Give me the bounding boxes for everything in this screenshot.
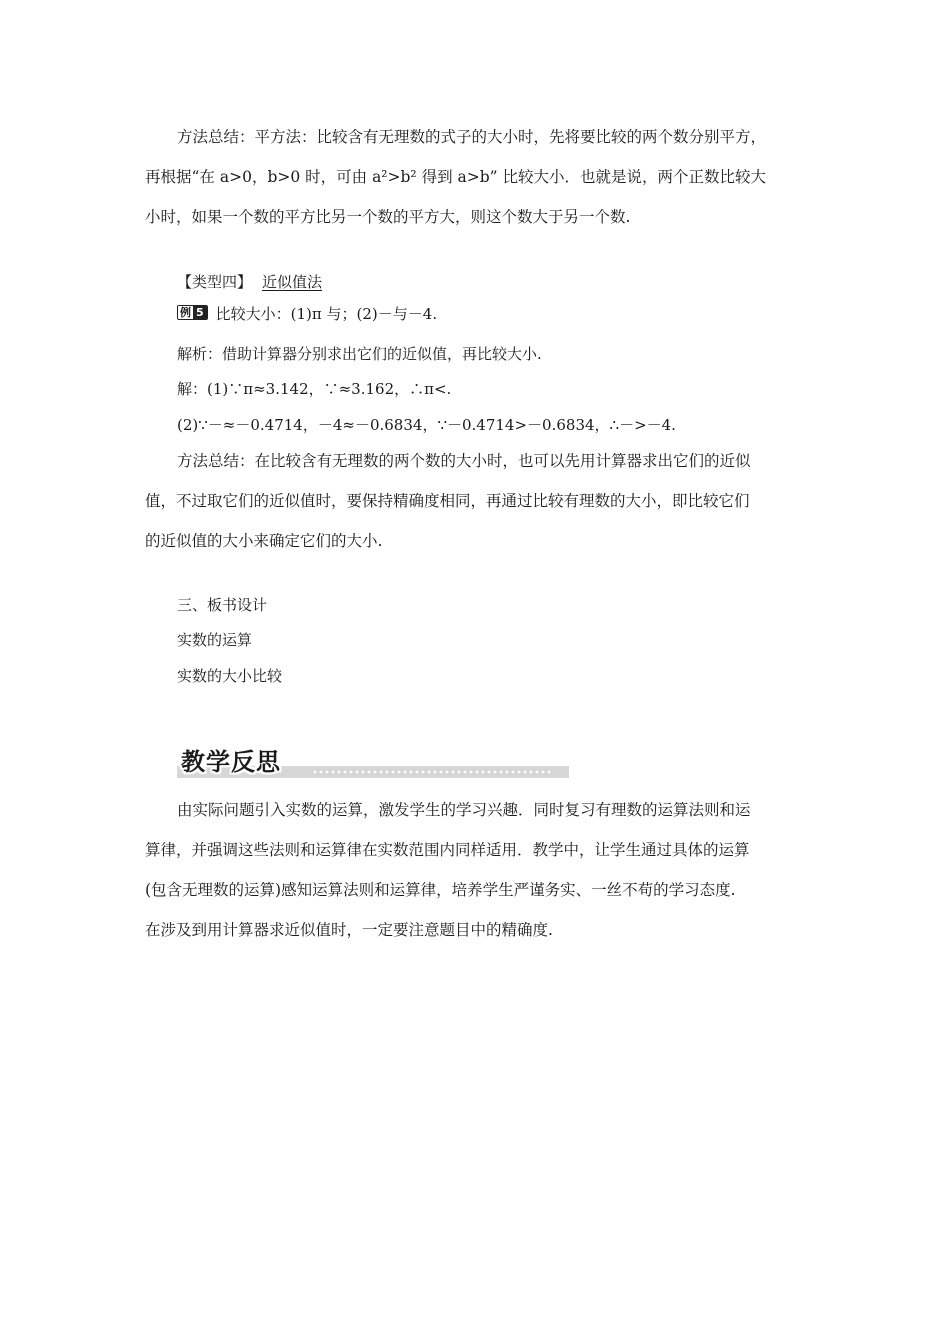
paragraph-line: (包含无理数的运算)感知运算法则和运算律，培养学生严谨务实、一丝不苟的学习态度. bbox=[145, 881, 736, 899]
board-design-heading: 三、板书设计 bbox=[177, 596, 268, 614]
type-name: 近似值法 bbox=[262, 273, 323, 291]
paragraph-line: 由实际问题引入实数的运算，激发学生的学习兴趣．同时复习有理数的运算法则和运 bbox=[177, 801, 751, 819]
reflection-title: 教学反思 bbox=[181, 748, 281, 776]
type-four-heading bbox=[177, 271, 322, 292]
paragraph-line: 在涉及到用计算器求近似值时，一定要注意题目中的精确度. bbox=[145, 921, 553, 939]
example-analysis: 解析：借助计算器分别求出它们的近似值，再比较大小. bbox=[177, 345, 542, 363]
example-five-question bbox=[177, 303, 437, 324]
board-design-item: 实数的运算 bbox=[177, 631, 253, 649]
example-badge-number: 5 bbox=[193, 306, 207, 319]
paragraph-line: 的近似值的大小来确定它们的大小. bbox=[145, 532, 383, 550]
example-badge-left: 例 bbox=[180, 306, 191, 319]
paragraph-line: 小时，如果一个数的平方比另一个数的平方大，则这个数大于另一个数. bbox=[145, 208, 631, 226]
paragraph-line: 值，不过取它们的近似值时，要保持精确度相同，再通过比较有理数的大小，即比较它们 bbox=[145, 492, 750, 510]
method-summary-squaring bbox=[145, 117, 810, 237]
method-summary-approximation bbox=[145, 441, 810, 561]
paragraph-line: 再根据“在 a>0，b>0 时，可由 a²>b² 得到 a>b” 比较大小．也就是说，两个正数比较大 bbox=[145, 168, 767, 186]
reflection-paragraph bbox=[145, 790, 810, 950]
reflection-header bbox=[177, 742, 569, 780]
paragraph-line: 方法总结：在比较含有无理数的两个数的大小时，也可以先用计算器求出它们的近似 bbox=[177, 452, 751, 470]
paragraph-line: 方法总结：平方法：比较含有无理数的式子的大小时，先将要比较的两个数分别平方， bbox=[177, 128, 767, 146]
example-badge-icon bbox=[177, 305, 208, 320]
example-question: 比较大小：(1)π 与；(2)－与－4. bbox=[215, 305, 438, 323]
example-solution-part1: 解：(1)∵π≈3.142，∵≈3.162，∴π<. bbox=[177, 380, 452, 398]
board-design-item: 实数的大小比较 bbox=[177, 667, 283, 685]
type-label: 【类型四】 bbox=[177, 273, 253, 291]
reflection-header-dots bbox=[312, 769, 552, 775]
example-solution-part2: (2)∵－≈－0.4714，－4≈－0.6834，∵－0.4714>－0.6834，∴－>－4. bbox=[177, 416, 676, 434]
paragraph-line: 算律，并强调这些法则和运算律在实数范围内同样适用．教学中，让学生通过具体的运算 bbox=[145, 841, 750, 859]
